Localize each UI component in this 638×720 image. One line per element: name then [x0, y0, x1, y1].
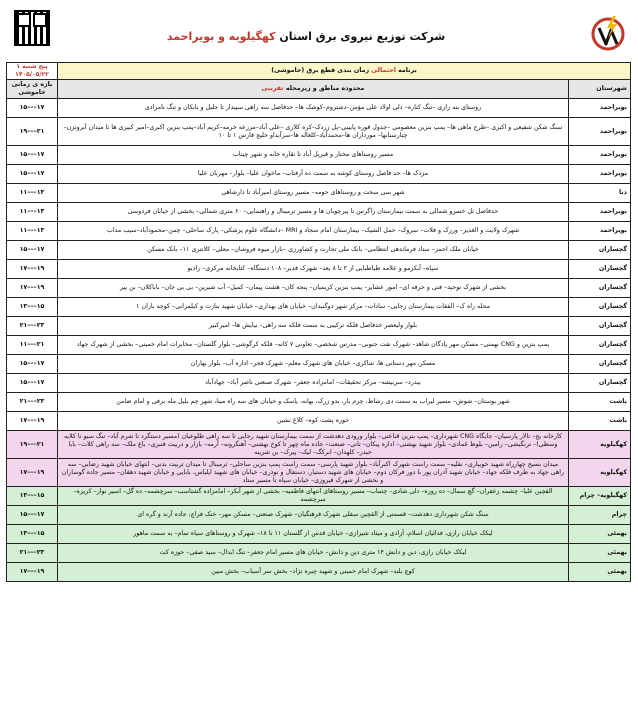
row-area: گچساران: [569, 241, 631, 260]
row-area: بهمئی: [569, 563, 631, 582]
row-area: باشت: [569, 412, 631, 431]
row-description: میدان بسیج چهارراه شهید خوبیاری– نقلیه– سمت راست شهرک اکبرآباد– بلوار شهید پارسی– سمت راست پمپ بنزین ساحلی– ترمینال تا میدان تربیت بدنی– انتهای خیابان شهید رضایی– سه راهی جهاد به طرف فلکه جهاد– خیابان شهید آدران پور با دور فرکان دوم– خیابان های شهید دستیار، دستفال و نوذری– خیابان های شهید ایلیاس، بابایی و خیابان شهید دهقان– مسیر جاده گوساران و بخشی از شهرک فیروزی– خیابان سپاه تا مسیر ستاد: [58, 459, 569, 487]
table-row: [7, 336, 631, 355]
row-description: بیدرد– سربیشه– مرکز تحقیقات– امامزاده جعفر– شهرک صنعتی ناصر آباد– جهادآباد: [58, 374, 569, 393]
row-time-window: ۱۳–––۱۵: [7, 525, 58, 544]
row-time-window: ۱۷–––۱۹: [7, 563, 58, 582]
row-time-window: ۱۷–––۱۹: [7, 279, 58, 298]
schedule-sheet: [6, 8, 631, 714]
row-area: بویراحمد: [569, 99, 631, 118]
outage-schedule-table: [6, 62, 631, 582]
table-row: [7, 99, 631, 118]
row-description: شهرک ولایت و الغدیر– ورزک و فلات– سروک– حمل الشیک– بیمارستان امام سجاد و MRI –دانشگاه علوم پزشکی– پارک ساحلی– چمن–محمودآباد–سیب مداب: [58, 222, 569, 241]
table-row: [7, 459, 631, 487]
row-area: گچساران: [569, 298, 631, 317]
table-row: [7, 506, 631, 525]
row-area: گچساران: [569, 355, 631, 374]
row-description: بلوار ولیعصر حدفاصل فلکه ترکیبی به سمت فلکه سه راهی– نیایش ها– امیرکبیر: [58, 317, 569, 336]
row-description: سپاه– آبکرمو و علامه طباطبایی از ۲ تا ۸ بعد– شهرک قدیر– ۱۰۸ دستگاه– کتابخانه مرکزی– رادیو: [58, 260, 569, 279]
row-description: کوچ بلند– شهرک امام خمینی و شهید چیره نژاد– بخش سر آسیاب– بخش مبین: [58, 563, 569, 582]
row-area: بویراحمد: [569, 222, 631, 241]
table-row: [7, 525, 631, 544]
row-description: مسیر روستاهای مختار و قبرپل آباد تا نقاره خانه و شهر چیتاب: [58, 146, 569, 165]
table-row: [7, 146, 631, 165]
row-description: محله راه ک– الفقات بیمارستان رجایی– سادات– مرکز شهر دوگنبدان– خیابان های بهداری– خیابان شهید بنارت و کیلمرانی– کوچه باران ۱: [58, 298, 569, 317]
program-title: برنامه احتمالی زمان بندی قطع برق (خاموشی): [58, 63, 631, 80]
table-row: [7, 279, 631, 298]
row-time-window: ۱۵–––۱۷: [7, 355, 58, 374]
row-description: سنگ شکن شفیعی و اکبری –طرح ماهی ها– پمپ بنزین معصومی –جدول قوره پایینی–پل زردک–کره کلاری –علی آباد–مزرعه خرمه–کریم آباد–پمپ بنزین اکبری–امیر کبیری ها تا میدان آبرونزن–چنارستانها– مورداران ها–محمدآباد–کلغاله ها–سرآبداو خلیج فارس ۱ تا ۱۰: [58, 118, 569, 146]
row-time-window: ۱۳–––۱۵: [7, 298, 58, 317]
row-description: القچین علیا– چشمه زعفران– گچ سمال– ده روزه– دلی شادی– چتماب– مسیر روستاهای انتهای فاطمیه– بخشی از شهر آبکر– امامزاده گشتاسب– سرچشمه– ده گل– اسیر نوار– کریزه– سرچشمه: [58, 487, 569, 506]
row-area: کهگیلویه: [569, 431, 631, 459]
program-date: پنج شنبه ۱ ۱۴۰۵/۰۵/۲۲: [7, 63, 58, 80]
row-description: خیابان ملک احمر– ستاد فرماندهی انتظامی– بانک ملی تجارت و کشاورزی –بازار میوه فروشان– معلی– کلانتری ۱۱– بانک مسکن: [58, 241, 569, 260]
header-desc: محدوده مناطق و زیرمحله تقریبی: [58, 80, 569, 99]
table-row: [7, 431, 631, 459]
row-area: دنا: [569, 184, 631, 203]
row-time-window: ۲۱–––۲۳: [7, 393, 58, 412]
row-time-window: ۱۹–––۲۱: [7, 118, 58, 146]
row-area: بویراحمد: [569, 203, 631, 222]
row-area: گچساران: [569, 279, 631, 298]
table-row: [7, 317, 631, 336]
row-area: بویراحمد: [569, 165, 631, 184]
row-area: چرام: [569, 506, 631, 525]
table-row: [7, 563, 631, 582]
row-time-window: ۱۵–––۱۷: [7, 165, 58, 184]
row-time-window: ۱۱–––۱۳: [7, 222, 58, 241]
row-description: لیکک خیابان رازی، دین و دانش ۱۴ متری دین و دانش– خیابان های مسیر امام جعفر– تنگ ابدال– سید صفی– حوزه کت: [58, 544, 569, 563]
row-time-window: ۱۷–––۱۹: [7, 412, 58, 431]
row-description: شهر بوستان– شوش– مسیر لیراب به سمت دی رشاط، چرم بار، بدو زرک، بهابه، یاسک و خیابان های سه راه مینا، شهر چم بلیل مله برفی و امام ضامن: [58, 393, 569, 412]
row-description: پمپ بنزین و CNG بهمنی– مسکن مهر پادگان شاهد– شهرک نفت جنوبی– مدرس شخصی– تعاونی ۷ کانه– فلکه کرگوشی– بلوار گلستان– مخابرات امام خمینی– بخشی از شهرک جهاد: [58, 336, 569, 355]
electricity-logo-icon: [591, 14, 625, 52]
row-description: لیکک خیابان رازی، فدائیان اسلام، آزادی و میثاد شیرازی– خیابان قدس از گلستان ۱۱ تا ۱۸– شهرک و روستاهای سیاه تمام– به سمت ماهور: [58, 525, 569, 544]
row-description: سنگ شکن شهرداری دهدشت– قسمتی از القچین سفلی شهرک فرهنگیان– شهرک صنعتی– مسکن مهر– خنک فراچ، جاده آرند و گره ای: [58, 506, 569, 525]
program-title-row: [7, 63, 631, 80]
table-row: [7, 487, 631, 506]
table-row: [7, 222, 631, 241]
row-description: مسکن مهر دستانی ها، شاکری– خیابان های شهرک معلم– شهرک فجر– اداره آب– بلوار بهاران: [58, 355, 569, 374]
header-time: بازه ی زمانی خاموشی: [7, 80, 58, 99]
row-area: گچساران: [569, 317, 631, 336]
row-area: گچساران: [569, 374, 631, 393]
table-row: [7, 260, 631, 279]
row-time-window: ۱۱–––۱۳: [7, 184, 58, 203]
table-header-row: [7, 80, 631, 99]
table-row: [7, 298, 631, 317]
table-row: [7, 241, 631, 260]
table-row: [7, 374, 631, 393]
row-area: بویراحمد: [569, 146, 631, 165]
row-time-window: ۲۱–––۲۳: [7, 544, 58, 563]
row-description: شهر سی سخت و روستاهای حومه– مسیر روستای امیرآباد تا دارشاهی: [58, 184, 569, 203]
row-time-window: ۱۵–––۱۷: [7, 241, 58, 260]
row-time-window: ۱۱–––۲۱: [7, 336, 58, 355]
row-area: باشت: [569, 393, 631, 412]
row-description: حوزه پشت کوه– کلاغ نشین: [58, 412, 569, 431]
row-description: حدفاصل تل خسرو شمالی به سمت بیمارستان زاگرس تا پیرچوبان ها و مسیر ترمینال و راهنمایی– ۶۰ متری شمالی– بخشی از خیابان فردوسی: [58, 203, 569, 222]
company-title: شرکت توزیع نیروی برق استان کهگیلویه و بویراحمد: [166, 30, 446, 43]
table-row: [7, 544, 631, 563]
header-area: شهرستان: [569, 80, 631, 99]
row-description: کارخانه یخ– تالار پارسیان– جایگاه CNG شهرداری– پمپ بنزین قناعتی– بلوار ورودی دهدشت از سمت بیمارستان شهید رجایی تا سه راهی طلوعیان (مسیر دستگرد تا شرم آباد– تنگ سیو تا کلایه وسطی)– ترنگیشی– رامین– بلوط غمادی– بلوار شهید بهشتی– اداره پیکان– تاتی– صنعت– جاده ماه چهر تا کوخ بهشتی– آهنگرونه– آرمه– بازار و دربیت قنبری– باغ ملک– سه راهی کلات– بابا حیدر– کلهدان– ابرکگ– لیک– پیرک– بن شرینه: [58, 431, 569, 459]
row-time-window: ۱۵–––۱۷: [7, 99, 58, 118]
row-area: کهگیلویه: [569, 459, 631, 487]
table-row: [7, 203, 631, 222]
table-row: [7, 412, 631, 431]
row-time-window: ۱۷–––۱۹: [7, 260, 58, 279]
row-area: بهمئی: [569, 544, 631, 563]
row-time-window: ۱۳–––۱۵: [7, 487, 58, 506]
row-time-window: ۲۱–––۲۳: [7, 317, 58, 336]
row-time-window: ۱۱–––۱۳: [7, 203, 58, 222]
table-row: [7, 118, 631, 146]
row-time-window: ۱۷–––۱۹: [7, 459, 58, 487]
row-area: بهمئی: [569, 525, 631, 544]
table-row: [7, 184, 631, 203]
row-area: گچساران: [569, 260, 631, 279]
table-row: [7, 165, 631, 184]
table-row: [7, 393, 631, 412]
row-description: مزدک ها– حد فاصل روستای کوشه به سمت ده آرفتاب– ماخوان علیا– بلوار– مهربان علیا: [58, 165, 569, 184]
row-description: روستای بنه زاری –تنگ کناره– دلی اولاد علی مؤمن–دشتروم–کوشک ها– حدفاصل سه راهی سپیدار تا جلیل و بابکان و تنگ نامرادی: [58, 99, 569, 118]
row-area: بویراحمد: [569, 118, 631, 146]
row-area: گچساران: [569, 336, 631, 355]
row-area: کهگیلویه– چرام: [569, 487, 631, 506]
row-time-window: ۱۹–––۲۱: [7, 431, 58, 459]
row-time-window: ۱۵–––۱۷: [7, 374, 58, 393]
row-time-window: ۱۵–––۱۷: [7, 506, 58, 525]
row-time-window: ۱۵–––۱۷: [7, 146, 58, 165]
table-row: [7, 355, 631, 374]
row-description: بخشی از شهرک توحید– فنی و حرفه ای– امور عشایر– پمپ بنزین کریمیان– پنجه کان– هشت پیمان– کمیل– آب شیرین– بی بی جان– باباکلان– بن پیر: [58, 279, 569, 298]
document-header: [6, 8, 631, 60]
